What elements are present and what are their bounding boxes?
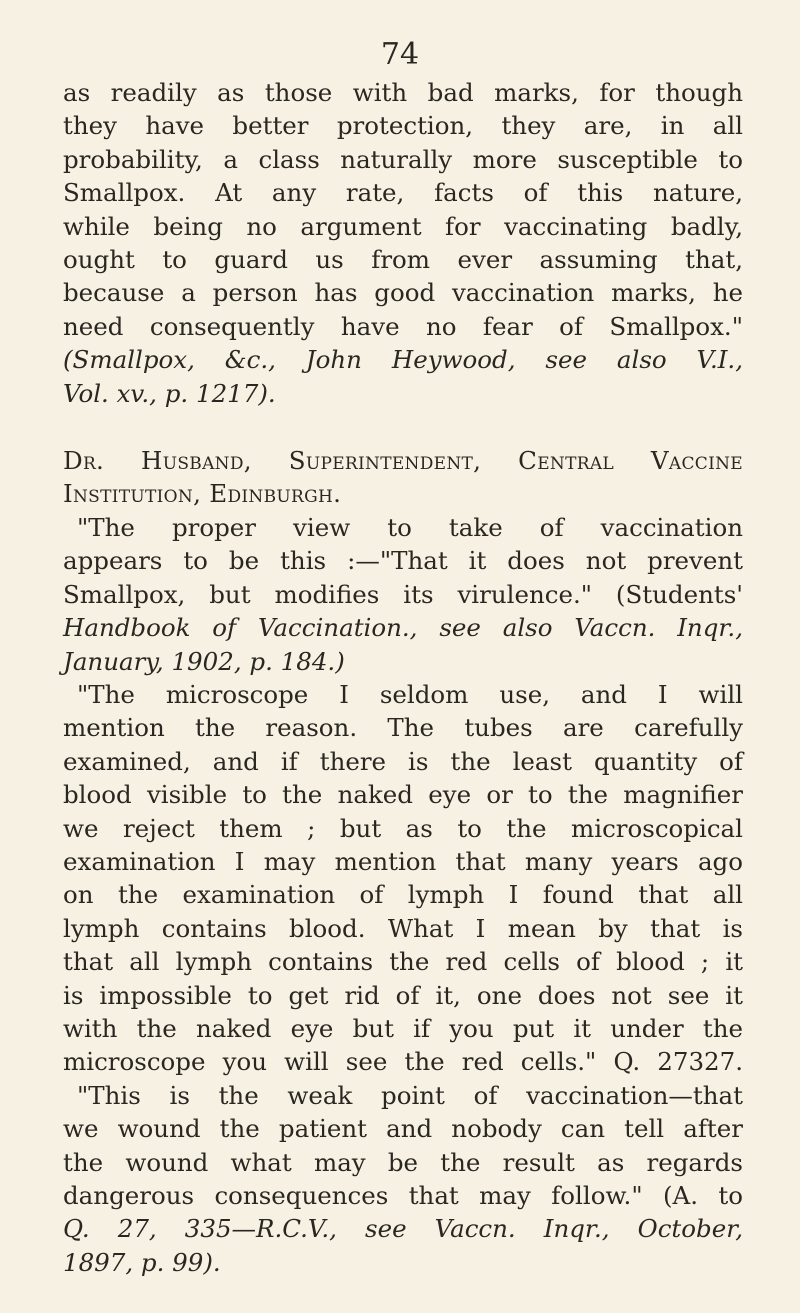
- text-line: appears to be this :—"That it does not prevent: [63, 546, 743, 576]
- text-line: we wound the patient and nobody can tell after: [63, 1114, 743, 1144]
- page-body: [63, 76, 743, 1279]
- text-line: "This is the weak point of vaccination—that: [77, 1080, 743, 1110]
- citation-line: Q. 27, 335—R.C.V., see Vaccn. Inqr., October,: [63, 1214, 743, 1244]
- text-line: examined, and if there is the least quantity of: [63, 746, 743, 776]
- text-line: examination I may mention that many years ago: [63, 846, 743, 876]
- text-line: blood visible to the naked eye or to the magnifier: [63, 780, 743, 810]
- citation-line: Handbook of Vaccination., see also Vaccn. Inqr.,: [63, 613, 743, 643]
- text-line: dangerous consequences that may follow." (A. to: [63, 1181, 743, 1210]
- text-line: they have better protection, they are, in all: [63, 111, 743, 141]
- citation-line: 1897, p. 99).: [63, 1247, 221, 1277]
- paragraph-gap: [63, 410, 743, 444]
- text-line: because a person has good vaccination marks, he: [63, 278, 743, 308]
- text-line: "The microscope I seldom use, and I will: [77, 679, 743, 709]
- text-line: with the naked eye but if you put it under the: [63, 1013, 743, 1043]
- text-line: microscope you will see the red cells." Q. 27327.: [63, 1047, 743, 1077]
- text-line: as readily as those with bad marks, for though: [63, 78, 743, 107]
- citation-line: Vol. xv., p. 1217).: [63, 378, 276, 408]
- citation-line: January, 1902, p. 184.): [63, 646, 345, 676]
- text-line: ought to guard us from ever assuming that,: [63, 245, 743, 275]
- text-line: "The proper view to take of vaccination: [77, 512, 743, 542]
- citation-line: (Smallpox, &c., John Heywood, see also V.I.,: [63, 345, 743, 375]
- text-line: is impossible to get rid of it, one does not see it: [63, 980, 743, 1010]
- text-line: Smallpox. At any rate, facts of this nature,: [63, 178, 743, 208]
- text-line: mention the reason. The tubes are carefully: [63, 713, 743, 743]
- text-line: on the examination of lymph I found that all: [63, 880, 743, 910]
- text-line: while being no argument for vaccinating badly,: [63, 211, 743, 241]
- section-heading: Institution, Edinburgh.: [63, 479, 342, 509]
- text-line: lymph contains blood. What I mean by that is: [63, 913, 743, 943]
- section-heading: Dr. Husband, Superintendent, Central Vaccine: [63, 446, 743, 476]
- text-line: need consequently have no fear of Smallpox.": [63, 311, 743, 341]
- text-line: we reject them ; but as to the microscopical: [63, 813, 743, 843]
- text-line: the wound what may be the result as regards: [63, 1147, 743, 1177]
- page-number: 74: [380, 37, 420, 72]
- text-line: that all lymph contains the red cells of blood ; it: [63, 947, 743, 977]
- text-line: Smallpox, but modifies its virulence." (Students': [63, 579, 743, 609]
- text-line: probability, a class naturally more susceptible to: [63, 144, 743, 174]
